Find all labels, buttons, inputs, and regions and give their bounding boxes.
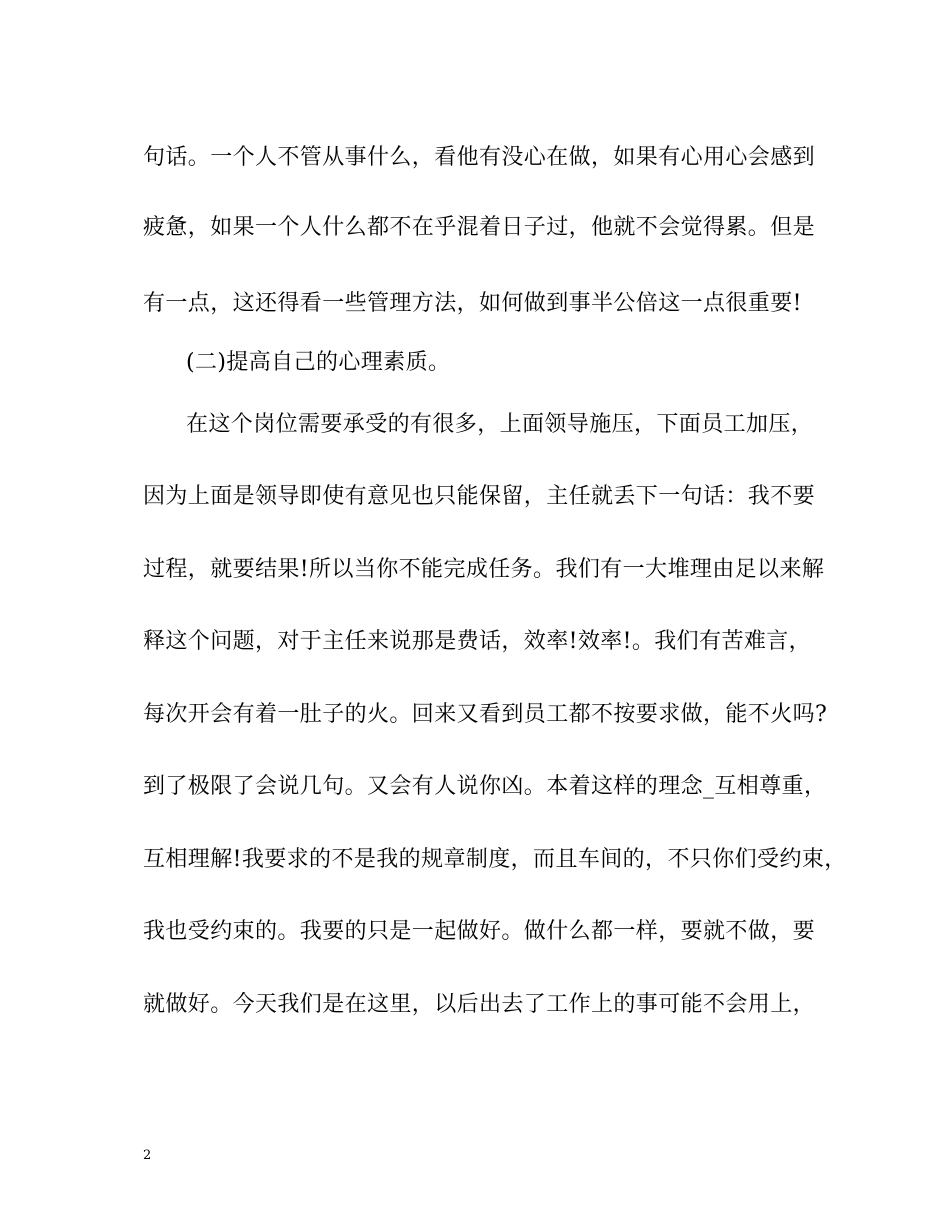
body-line-11: 互相理解!我要求的不是我的规章制度，而且车间的，不只你们受约束， (143, 847, 847, 872)
section-heading: (二)提高自己的心理素质。 (186, 350, 451, 375)
body-line-13: 就做好。今天我们是在这里，以后出去了工作上的事可能不会用上， (143, 992, 816, 1017)
body-line-8: 释这个问题，对于主任来说那是费话，效率!效率!。我们有苦难言， (143, 629, 812, 654)
body-line-10: 到了极限了会说几句。又会有人说你凶。本着这样的理念_互相尊重， (143, 774, 827, 799)
page-number: 2 (143, 1148, 152, 1163)
body-line-5: 在这个岗位需要承受的有很多，上面领导施压，下面员工加压， (186, 412, 814, 437)
body-line-2: 疲惫，如果一个人什么都不在乎混着日子过，他就不会觉得累。但是 (143, 215, 816, 240)
body-line-6: 因为上面是领导即使有意见也只能保留，主任就丢下一句话：我不要 (143, 484, 816, 509)
body-line-7: 过程，就要结果!所以当你不能完成任务。我们有一大堆理由足以来解 (143, 557, 825, 582)
body-line-1: 句话。一个人不管从事什么，看他有没心在做，如果有心用心会感到 (143, 145, 816, 170)
body-line-9: 每次开会有着一肚子的火。回来又看到员工都不按要求做，能不火吗? (143, 702, 828, 727)
body-line-3: 有一点，这还得看一些管理方法，如何做到事半公倍这一点很重要! (143, 291, 802, 316)
body-line-12: 我也受约束的。我要的只是一起做好。做什么都一样，要就不做，要 (143, 919, 816, 944)
